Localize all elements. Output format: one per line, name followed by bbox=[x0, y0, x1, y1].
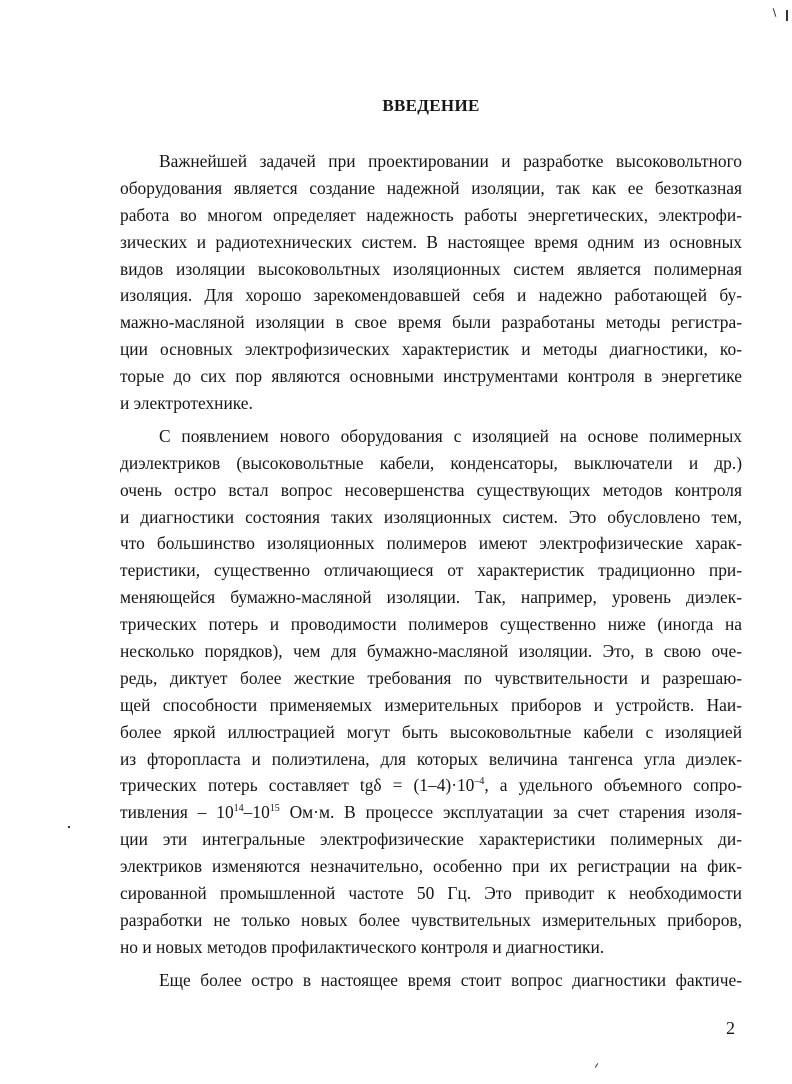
text-line: из фторопласта и полиэтилена, для которых величина тангенса угла диэлек- bbox=[120, 748, 742, 769]
text-line: и диагностики состояния таких изоляционных систем. Это обусловлено тем, bbox=[120, 506, 742, 527]
text-line: сированной промышленной частоте 50 Гц. Это приводит к необходимости bbox=[120, 883, 742, 904]
scan-artifact-mark bbox=[595, 1063, 598, 1068]
text-line: зических и радиотехнических систем. В настоящее время одним из основных bbox=[120, 231, 742, 252]
text-line: мажно-масляной изоляции в свое время были разработаны методы регистра- bbox=[120, 312, 742, 333]
text-line: торые до сих пор являются основными инструментами контроля в энергетике bbox=[120, 366, 742, 387]
text-line: но и новых методов профилактического контроля и диагностики. bbox=[120, 936, 605, 957]
text-line: разработки не только новых более чувствительных измерительных приборов, bbox=[120, 909, 742, 930]
text-line: диэлектриков (высоковольтные кабели, конденсаторы, выключатели и др.) bbox=[120, 452, 742, 473]
text-line: трических потерь и проводимости полимеров существенно ниже (иногда на bbox=[120, 614, 742, 635]
text-line: щей способности применяемых измерительных приборов и устройств. Наи- bbox=[120, 694, 742, 715]
text-line: работа во многом определяет надежность работы энергетических, электрофи- bbox=[120, 204, 742, 225]
scan-artifact-mark bbox=[786, 10, 788, 21]
text-line: Еще более остро в настоящее время стоит вопрос диагностики фактиче- bbox=[159, 969, 742, 990]
resistivity-exponent-high: 15 bbox=[269, 803, 280, 815]
page-number: 2 bbox=[726, 1018, 735, 1038]
text-line: меняющейся бумажно-масляной изоляции. Так, например, уровень диэлек- bbox=[120, 587, 742, 608]
page-title: ВВЕДЕНИЕ bbox=[382, 96, 480, 115]
text-line: что большинство изоляционных полимеров имеют электрофизические харак- bbox=[120, 533, 742, 554]
resistivity-line bbox=[120, 799, 742, 826]
text-line: ции основных электрофизических характеристик и методы диагностики, ко- bbox=[120, 339, 742, 360]
text-line: несколько порядков), чем для бумажно-масляной изоляции. Это, в свою оче- bbox=[120, 641, 742, 662]
text-line: и электротехнике. bbox=[120, 393, 253, 414]
body-text bbox=[120, 148, 742, 994]
text-line: Важнейшей задачей при проектировании и разработке высоковольтного bbox=[159, 151, 742, 171]
text-line: изоляция. Для хорошо зарекомендовавшей себя и надежно работающей бу- bbox=[120, 285, 742, 306]
text-line: ции эти интегральные электрофизические характеристики полимерных ди- bbox=[120, 829, 742, 850]
scan-artifact-mark bbox=[773, 8, 777, 17]
text-line: электриков изменяются незначительно, особенно при их регистрации на фик- bbox=[120, 856, 742, 877]
text-line: теристики, существенно отличающиеся от характеристик традиционно при- bbox=[120, 560, 742, 581]
resistivity-text-middle: –10 bbox=[243, 802, 270, 823]
resistivity-text-after: Ом·м. В процессе эксплуатации за счет старения изоля- bbox=[279, 802, 742, 823]
formula-exponent: –4 bbox=[474, 776, 485, 788]
text-line: очень остро встал вопрос несовершенства существующих методов контроля bbox=[120, 479, 742, 500]
formula-text-before: трических потерь составляет tgδ = (1–4)·10 bbox=[120, 775, 475, 796]
text-line: редь, диктует более жесткие требования по чувствительности и разрешаю- bbox=[120, 667, 742, 688]
scan-artifact-mark bbox=[68, 826, 70, 828]
resistivity-text-before: тивления – 10 bbox=[120, 802, 234, 823]
formula-text-after: , а удельного объемного сопро- bbox=[484, 775, 742, 796]
text-line: более яркой иллюстрацией могут быть высоковольтные кабели с изоляцией bbox=[120, 721, 742, 742]
text-line: видов изоляции высоковольтных изоляционных систем является полимерная bbox=[120, 258, 742, 279]
text-line: оборудования является создание надежной изоляции, так как ее безотказная bbox=[120, 177, 742, 198]
formula-line bbox=[120, 772, 742, 799]
text-line: С появлением нового оборудования с изоляцией на основе полимерных bbox=[159, 425, 742, 446]
resistivity-exponent-low: 14 bbox=[233, 803, 244, 815]
